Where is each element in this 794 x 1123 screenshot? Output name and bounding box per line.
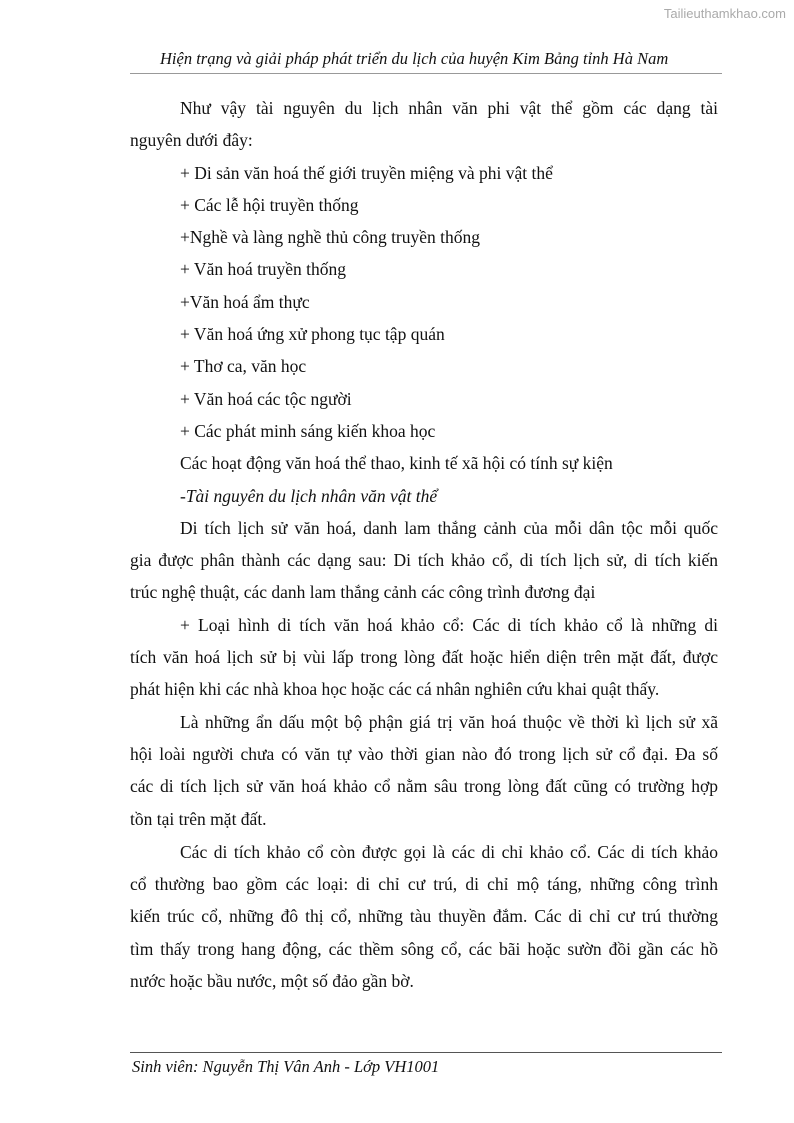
document-body: [130, 92, 718, 997]
text-line: nước hoặc bầu nước, một số đảo gần bờ.: [130, 971, 414, 992]
paragraph: [130, 318, 718, 350]
running-header: Hiện trạng và giải pháp phát triển du lịch của huyện Kim Bảng tỉnh Hà Nam: [160, 49, 669, 68]
text-line: + Văn hoá truyền thống: [180, 259, 347, 280]
text-line: nguyên dưới đây:: [130, 130, 253, 151]
text-line: Là những ẩn dấu một bộ phận giá trị văn hoá thuộc về thời kì lịch sử xã: [180, 711, 718, 732]
text-line: tích văn hoá lịch sử bị vùi lấp trong lòng đất hoặc hiển diện trên mặt đất, được: [130, 647, 718, 668]
text-line: trúc nghệ thuật, các danh lam thắng cảnh các công trình đương đại: [130, 582, 596, 603]
text-line: Các hoạt động văn hoá thể thao, kinh tế xã hội có tính sự kiện: [180, 453, 613, 474]
text-line: Như vậy tài nguyên du lịch nhân văn phi vật thể gồm các dạng tài: [180, 98, 718, 118]
paragraph: [130, 447, 718, 479]
text-line: + Di sản văn hoá thế giới truyền miệng và phi vật thể: [180, 162, 553, 183]
paragraph: [130, 609, 718, 706]
text-line: + Văn hoá các tộc người: [180, 388, 352, 409]
text-line: tồn tại trên mặt đất.: [130, 808, 267, 829]
text-line: + Các phát minh sáng kiến khoa học: [180, 420, 436, 441]
text-line: phát hiện khi các nhà khoa học hoặc các cá nhân nghiên cứu khai quật thấy.: [130, 679, 660, 700]
text-line: + Các lễ hội truyền thống: [180, 194, 359, 215]
paragraph: [130, 157, 718, 189]
paragraph: [130, 836, 718, 997]
text-line: + Văn hoá ứng xử phong tục tập quán: [180, 324, 445, 345]
text-line: + Loại hình di tích văn hoá khảo cổ: Các di tích khảo cổ là những di: [180, 614, 718, 635]
text-line: gia được phân thành các dạng sau: Di tích khảo cổ, di tích lịch sử, di tích kiến: [130, 550, 718, 571]
text-line: + Thơ ca, văn học: [180, 356, 307, 377]
text-line: Di tích lịch sử văn hoá, danh lam thắng cảnh của mỗi dân tộc mỗi quốc: [180, 517, 718, 538]
text-line: -Tài nguyên du lịch nhân văn vật thể: [180, 485, 438, 506]
paragraph: [130, 221, 718, 253]
text-line: các di tích lịch sử văn hoá khảo cổ nằm sâu trong lòng đất cũng có trường hợp: [130, 776, 718, 797]
footer-rule: [130, 1052, 722, 1053]
paragraph: [130, 415, 718, 447]
paragraph: [130, 512, 718, 609]
text-line: cổ thường bao gồm các loại: di chỉ cư trú, di chỉ mộ táng, những công trình: [130, 874, 718, 895]
paragraph: [130, 189, 718, 221]
paragraph: [130, 286, 718, 318]
running-footer: Sinh viên: Nguyễn Thị Vân Anh - Lớp VH1001: [132, 1057, 440, 1076]
paragraph: [130, 383, 718, 415]
text-line: hội loài người chưa có văn tự vào thời gian nào đó trong lịch sử cổ đại. Đa số: [130, 743, 718, 764]
header-rule: [130, 73, 722, 74]
text-line: +Nghề và làng nghề thủ công truyền thống: [180, 227, 481, 248]
text-line: +Văn hoá ẩm thực: [180, 291, 310, 312]
paragraph: [130, 480, 718, 512]
paragraph: [130, 706, 718, 835]
text-line: tìm thấy trong hang động, các thềm sông cổ, các bãi hoặc sườn đồi gần các hồ: [130, 938, 718, 959]
paragraph: [130, 92, 718, 157]
paragraph: [130, 253, 718, 285]
watermark: Tailieuthamkhao.com: [663, 6, 786, 21]
text-line: Các di tích khảo cổ còn được gọi là các di chỉ khảo cổ. Các di tích khảo: [180, 841, 718, 862]
paragraph: [130, 350, 718, 382]
text-line: kiến trúc cổ, những đô thị cổ, những tàu thuyền đắm. Các di chỉ cư trú thường: [130, 906, 718, 927]
